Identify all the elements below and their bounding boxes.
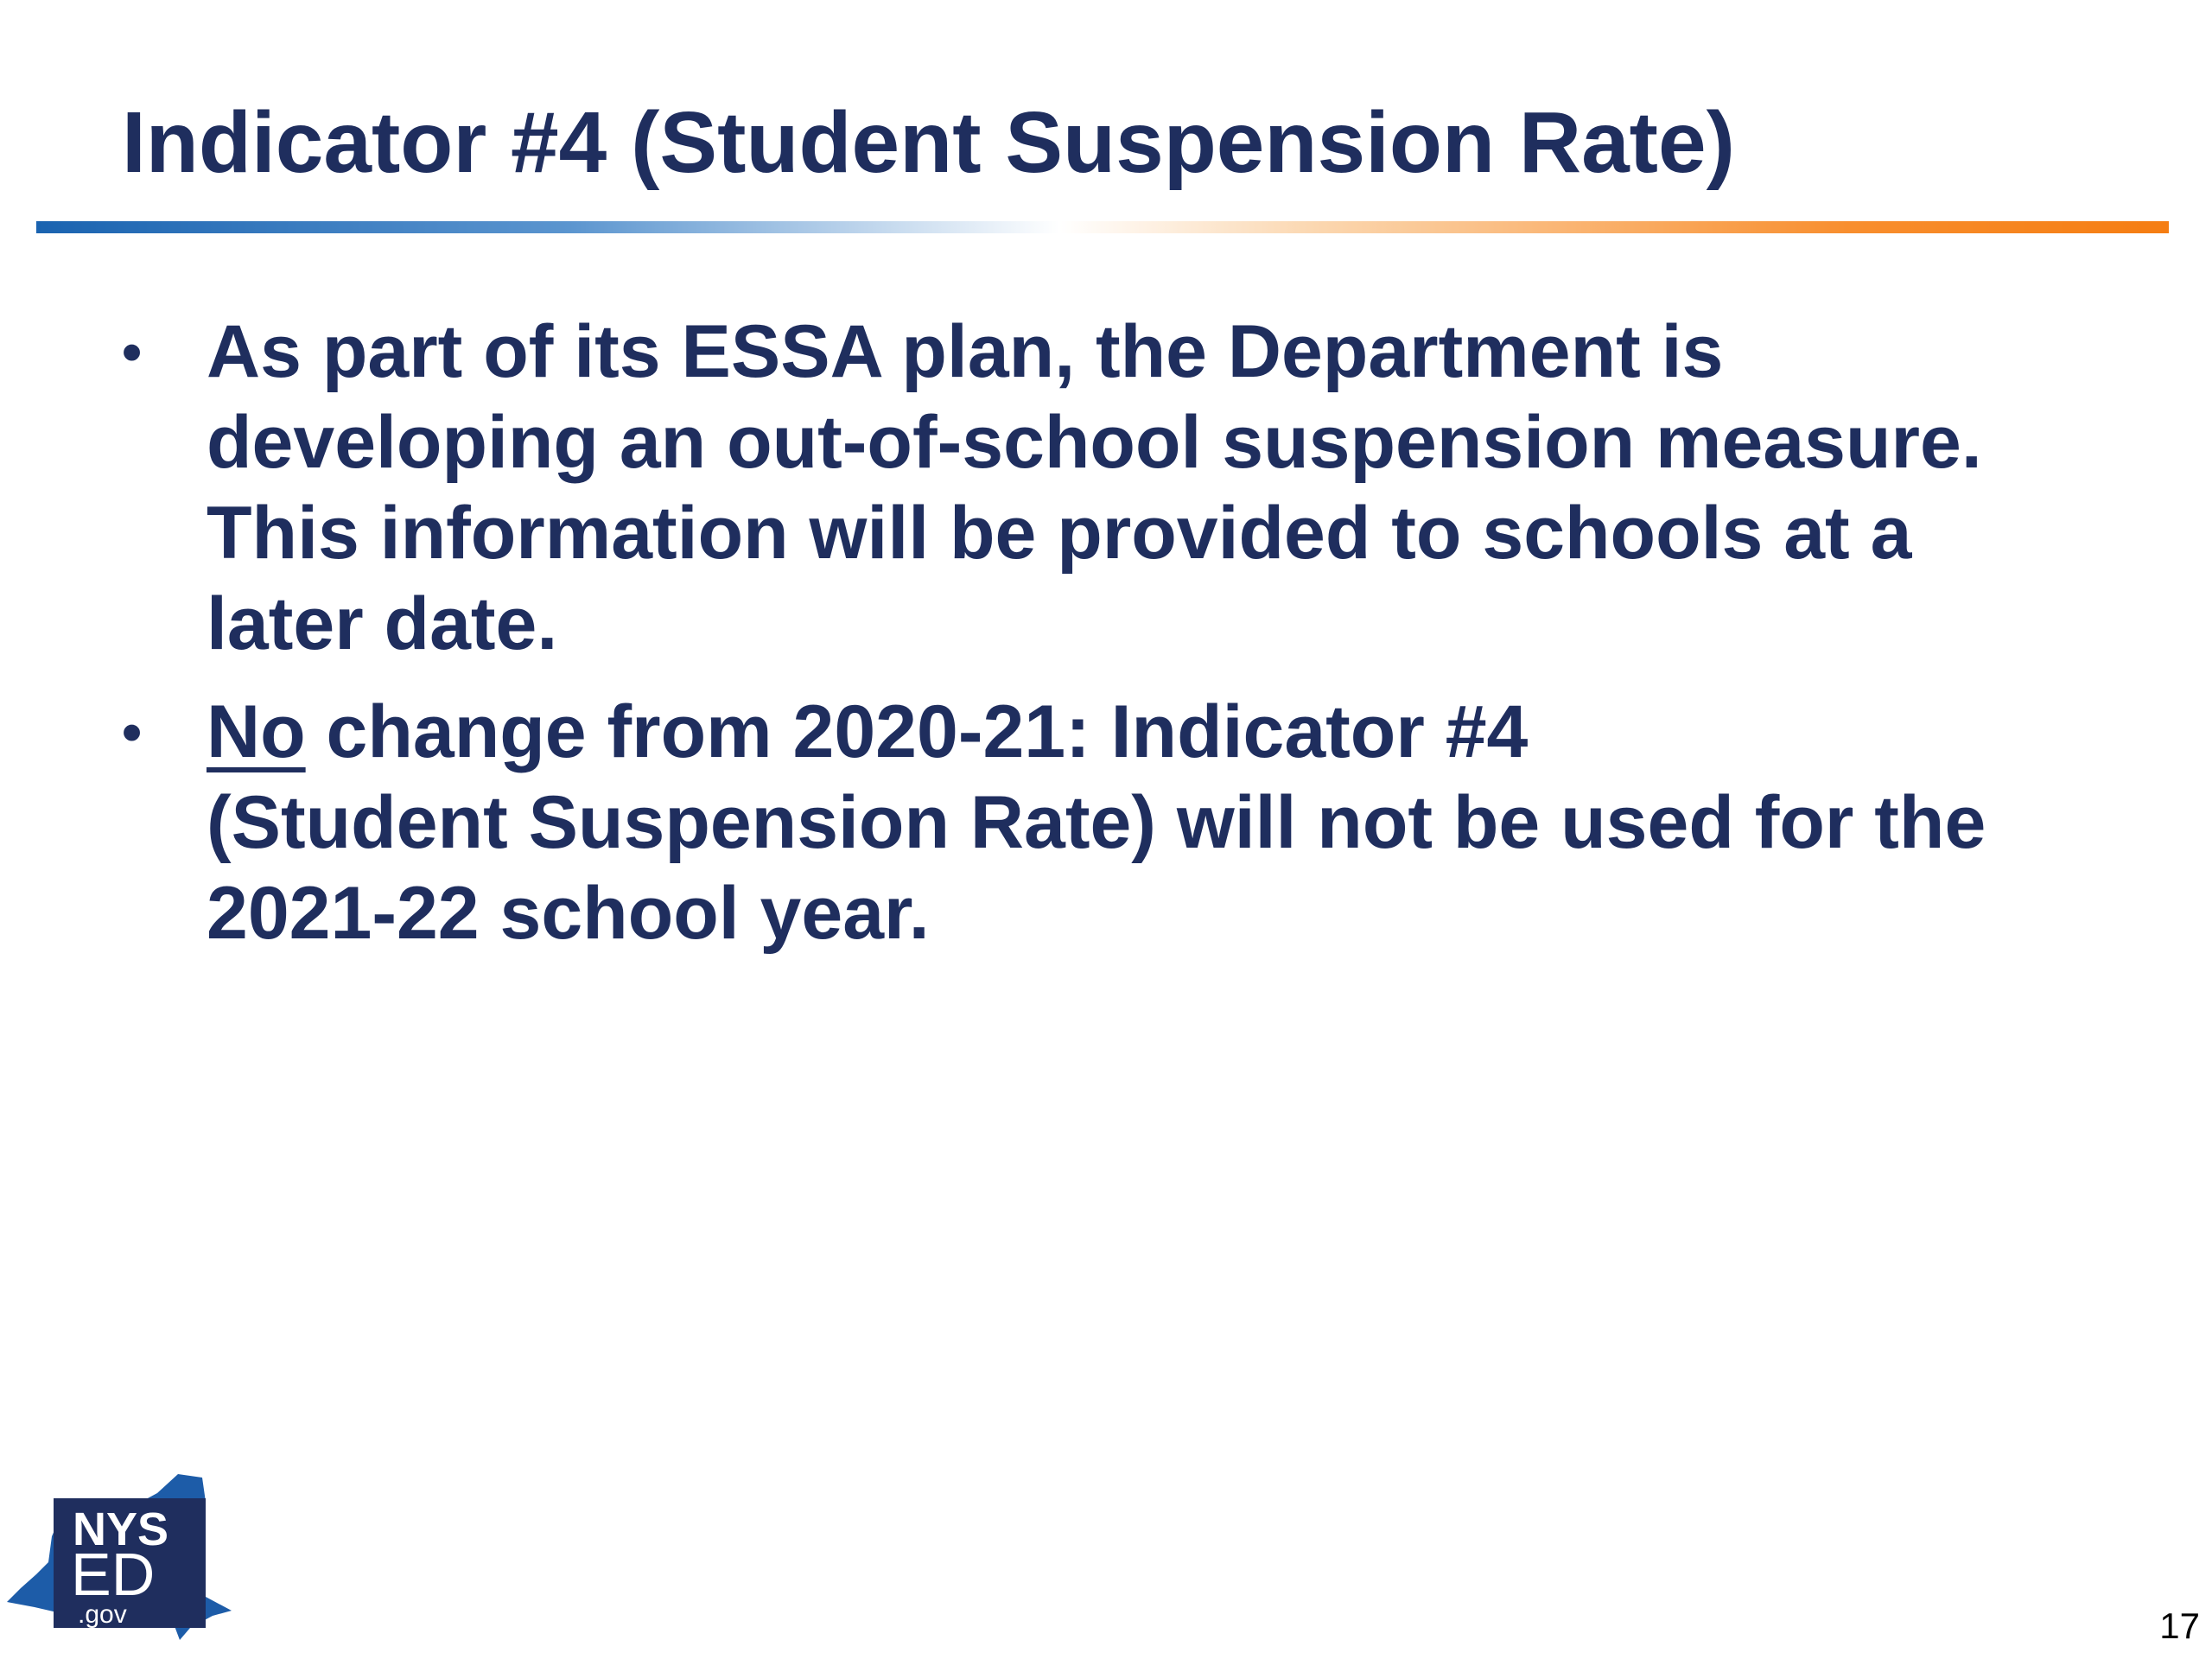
logo-text-ed: ED — [71, 1541, 156, 1608]
page-number: 17 — [2159, 1605, 2200, 1646]
bullet-dot: • — [122, 700, 143, 764]
bullet-dot: • — [122, 320, 143, 384]
slide-title: Indicator #4 (Student Suspension Rate) — [122, 94, 1735, 191]
bullet-item — [122, 687, 2023, 959]
bullet-underlined-word: No — [207, 690, 306, 773]
bullet-text: (Student Suspension Rate) will not be used for the 2021-22 school year. — [207, 781, 1986, 955]
logo-text-gov: .gov — [78, 1600, 127, 1629]
logo-text-nys: NYS — [73, 1503, 169, 1555]
bullet-text: As part of its ESSA plan, the Department is developing an out-of-school suspension measure. This information will be provided to schools at a later date. — [207, 310, 1982, 665]
title-divider — [36, 221, 2169, 233]
bullet-item — [122, 307, 2023, 670]
bullet-text: change from 2020-21: Indicator #4 — [305, 690, 1529, 773]
nysed-logo — [5, 1467, 237, 1640]
bullet-list — [122, 307, 2023, 976]
